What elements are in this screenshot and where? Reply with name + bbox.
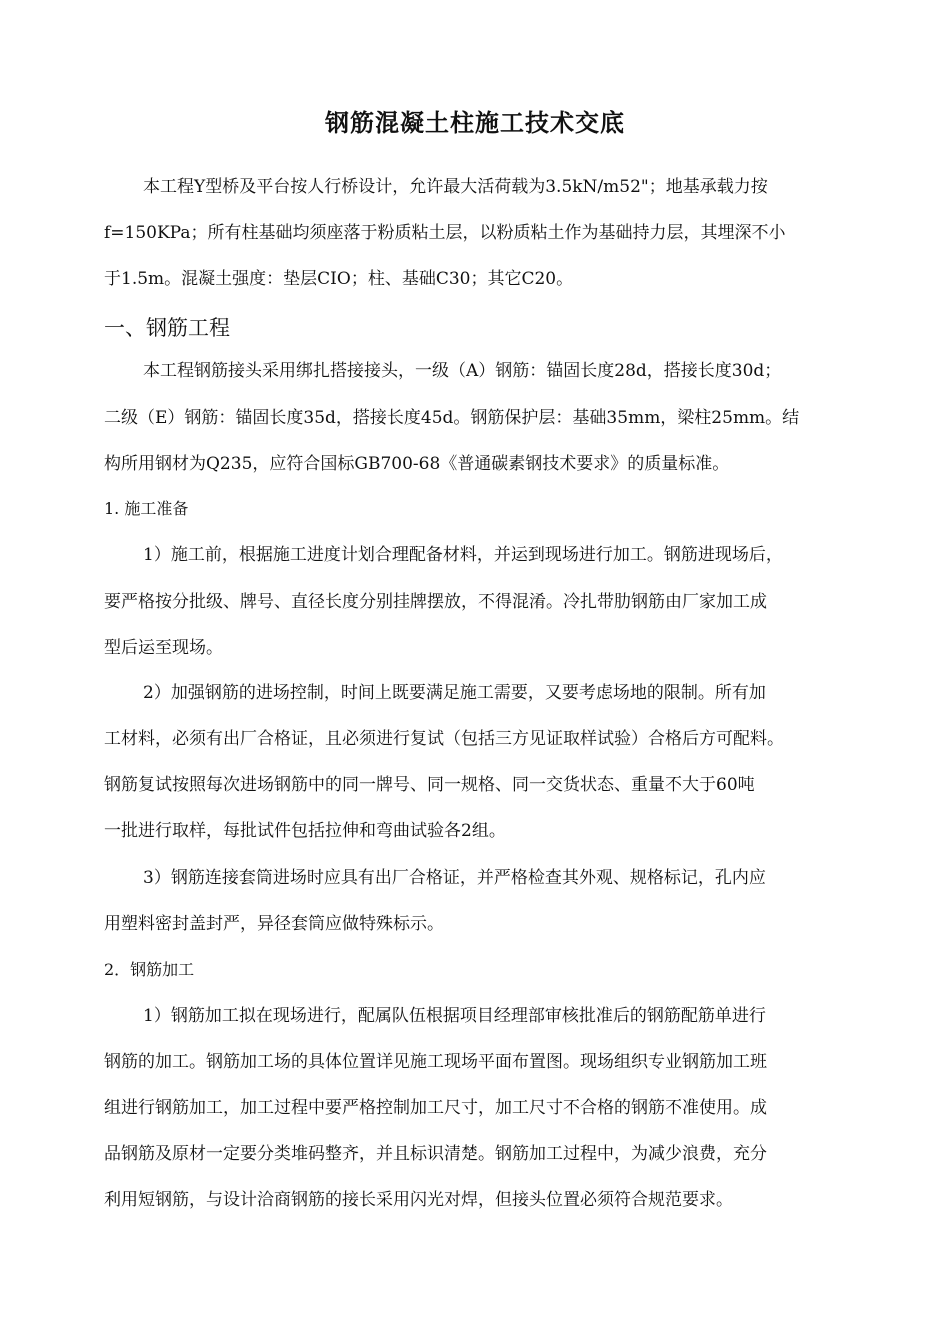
section-heading: 一、钢筋工程	[104, 316, 230, 340]
paragraph-line: f=150KPa；所有柱基础均须座落于粉质粘土层，以粉质粘土作为基础持力层，其埋深不小	[104, 223, 786, 243]
paragraph-line: 本工程钢筋接头采用绑扎搭接接头，一级（A）钢筋：锚固长度28d，搭接长度30d；	[143, 361, 782, 381]
paragraph-line: 二级（E）钢筋：锚固长度35d，搭接长度45d。钢筋保护层：基础35mm，梁柱25mm。结	[104, 408, 800, 428]
paragraph-line: 组进行钢筋加工，加工过程中要严格控制加工尺寸，加工尺寸不合格的钢筋不准使用。成	[104, 1098, 767, 1118]
paragraph-line: 2）加强钢筋的进场控制，时间上既要满足施工需要，又要考虑场地的限制。所有加	[143, 683, 766, 703]
subsection-heading: 1. 施工准备	[104, 499, 189, 518]
paragraph-line: 一批进行取样，每批试件包括拉伸和弯曲试验各2组。	[104, 821, 506, 841]
paragraph-line: 构所用钢材为Q235，应符合国标GB700-68《普通碳素钢技术要求》的质量标准。	[104, 454, 730, 474]
paragraph-line: 钢筋的加工。钢筋加工场的具体位置详见施工现场平面布置图。现场组织专业钢筋加工班	[104, 1052, 767, 1072]
page-title: 钢筋混凝土柱施工技术交底	[325, 109, 625, 137]
subsection-heading: 2．钢筋加工	[104, 960, 195, 979]
paragraph-line: 利用短钢筋，与设计洽商钢筋的接长采用闪光对焊，但接头位置必须符合规范要求。	[104, 1190, 733, 1210]
paragraph-line: 钢筋复试按照每次进场钢筋中的同一牌号、同一规格、同一交货状态、重量不大于60吨	[104, 775, 755, 795]
paragraph-line: 品钢筋及原材一定要分类堆码整齐，并且标识清楚。钢筋加工过程中，为减少浪费，充分	[104, 1144, 767, 1164]
paragraph-line: 1）施工前，根据施工进度计划合理配备材料，并运到现场进行加工。钢筋进现场后，	[143, 545, 783, 565]
paragraph-line: 本工程Y型桥及平台按人行桥设计，允许最大活荷载为3.5kN/m52"；地基承载力按	[143, 177, 768, 197]
paragraph-line: 1）钢筋加工拟在现场进行，配属队伍根据项目经理部审核批准后的钢筋配筋单进行	[143, 1006, 766, 1026]
paragraph-line: 型后运至现场。	[104, 638, 223, 658]
paragraph-line: 3）钢筋连接套筒进场时应具有出厂合格证，并严格检查其外观、规格标记，孔内应	[143, 868, 766, 888]
paragraph-line: 要严格按分批级、牌号、直径长度分别挂牌摆放，不得混淆。冷扎带肋钢筋由厂家加工成	[104, 592, 767, 612]
paragraph-line: 工材料，必须有出厂合格证，且必须进行复试（包括三方见证取样试验）合格后方可配料。	[104, 729, 784, 749]
paragraph-line: 用塑料密封盖封严，异径套筒应做特殊标示。	[104, 914, 444, 934]
paragraph-line: 于1.5m。混凝土强度：垫层CIO；柱、基础C30；其它C20。	[104, 269, 574, 289]
